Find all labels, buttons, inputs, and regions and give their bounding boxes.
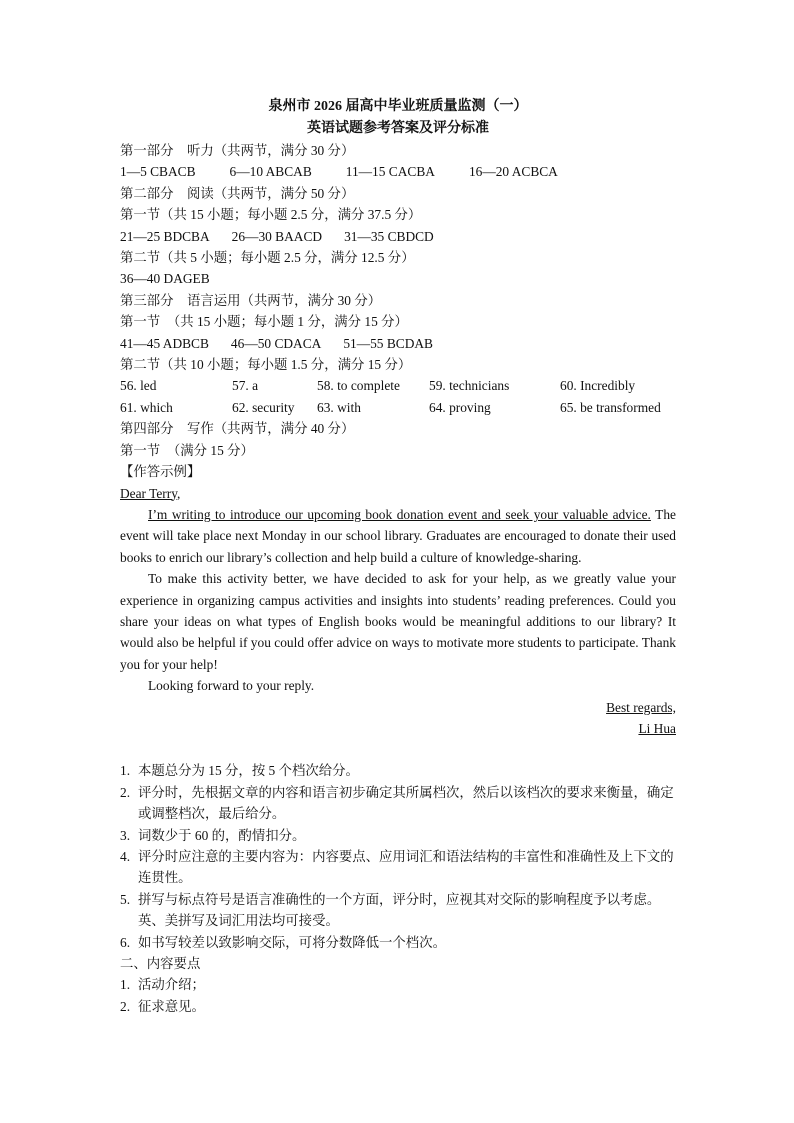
part4-heading: 第四部分 写作（共两节，满分 40 分） [120,421,355,437]
content-points-heading: 二、内容要点 [120,956,201,972]
part3-sec1-heading: 第一节 （共 15 小题；每小题 1 分，满分 15 分） [120,314,408,330]
spacer [120,739,676,760]
criteria-item [120,760,676,781]
letter-paragraph-2: To make this activity better, we have decided to ask for your help, as we greatly value your experience in organizing campus activities and insights into students’ reading preferences. Could you share your ideas on what types of English books would be meaningful additions to our library? It would also be helpful if you could offer advice on ways to motivate more students to participate. Thank you for your help! [120,571,676,672]
answer-group: 11—15 CACBA [345,164,435,180]
criteria-text: 评分时，先根据文章的内容和语言初步确定其所属档次，然后以该档次的要求来衡量，确定或调整档次，最后给分。 [138,784,674,822]
part2-sec2-answers [120,268,676,289]
criteria-item [120,932,676,953]
letter-signature: Li Hua [638,720,676,736]
part2-sec2-heading: 第二节（共 5 小题；每小题 2.5 分，满分 12.5 分） [120,250,415,266]
criteria-number: 2. [120,784,131,800]
letter-paragraph-3: Looking forward to your reply. [148,678,315,694]
grid-answer: 64. proving [429,399,491,415]
criteria-item [120,782,676,825]
criteria-number: 5. [120,891,131,907]
letter-paragraph-1 [120,504,676,568]
answer-group: 6—10 ABCAB [229,164,312,180]
content-point-text: 征求意见。 [138,998,205,1014]
answer-group: 46—50 CDACA [230,335,322,351]
doc-title-1: 泉州市 2026 届高中毕业班质量监测（一） [268,99,528,114]
content-point [120,974,676,995]
content-point [120,996,676,1017]
example-label: 【作答示例】 [120,464,201,480]
part1-answers [120,161,676,182]
grid-answer: 61. which [120,399,173,415]
content-point-number: 2. [120,998,131,1014]
part3-heading: 第三部分 语言运用（共两节，满分 30 分） [120,292,382,308]
part2-sec1-answers [120,226,676,247]
answer-group: 41—45 ADBCB [120,335,209,351]
grid-answer: 56. led [120,378,157,394]
grid-answer: 57. a [232,378,259,394]
grid-answer: 63. with [317,399,361,415]
answer-group: 1—5 CBACB [120,164,196,180]
criteria-item [120,889,676,932]
criteria-text: 如书写较差以致影响交际，可将分数降低一个档次。 [138,934,446,950]
grid-answer: 65. be transformed [560,399,661,415]
part2-sec1-heading: 第一节（共 15 小题；每小题 2.5 分，满分 37.5 分） [120,207,422,223]
part2-heading: 第二部分 阅读（共两节，满分 50 分） [120,185,355,201]
letter-greeting: Dear Terry, [120,485,181,501]
content-point-number: 1. [120,977,131,993]
answer-group: 31—35 CBDCD [344,228,434,244]
letter-closing: Best regards, [606,699,676,715]
scoring-criteria-list [120,760,676,953]
criteria-number: 1. [120,763,131,779]
criteria-item [120,825,676,846]
criteria-item [120,846,676,889]
grid-answer: 58. to complete [317,378,400,394]
grid-answer: 62. security [232,399,295,415]
part3-sec1-answers [120,333,676,354]
criteria-text: 评分时应注意的主要内容为：内容要点、应用词汇和语法结构的丰富性和准确性及上下文的连贯性。 [138,849,674,886]
criteria-number: 3. [120,827,131,843]
grid-answer: 60. Incredibly [560,378,636,394]
grid-answer: 59. technicians [429,378,510,394]
letter-paragraph-1-body: The event will take place next Monday in our school library. Graduates are encouraged to donate their used books to enrich our library’s collection and help build a culture of knowledge-sharing. [120,506,676,565]
criteria-number: 6. [120,934,131,950]
part3-sec2-heading: 第二节（共 10 小题；每小题 1.5 分，满分 15 分） [120,357,412,373]
answer-key-page [120,96,676,1017]
criteria-text: 词数少于 60 的，酌情扣分。 [138,827,306,843]
part4-sec1-heading: 第一节 （满分 15 分） [120,442,254,458]
content-point-text: 活动介绍； [138,977,205,993]
criteria-text: 拼写与标点符号是语言准确性的一个方面，评分时，应视其对交际的影响程度予以考虑。英、美拼写及词汇用法均可接受。 [138,891,661,929]
criteria-number: 4. [120,849,131,864]
letter-opening-sentence: I’m writing to introduce our upcoming book donation event and seek your valuable advice. [148,506,651,522]
answer-group: 16—20 ACBCA [468,164,558,180]
answer-group: 51—55 BCDAB [343,335,433,351]
part1-heading: 第一部分 听力（共两节，满分 30 分） [120,143,355,158]
doc-title-2: 英语试题参考答案及评分标准 [307,121,489,136]
part3-sec2-answer-grid [120,375,676,418]
answer-group: 36—40 DAGEB [120,271,210,287]
criteria-text: 本题总分为 15 分，按 5 个档次给分。 [138,763,359,779]
answer-group: 26—30 BAACD [231,228,323,244]
answer-group: 21—25 BDCBA [120,228,210,244]
